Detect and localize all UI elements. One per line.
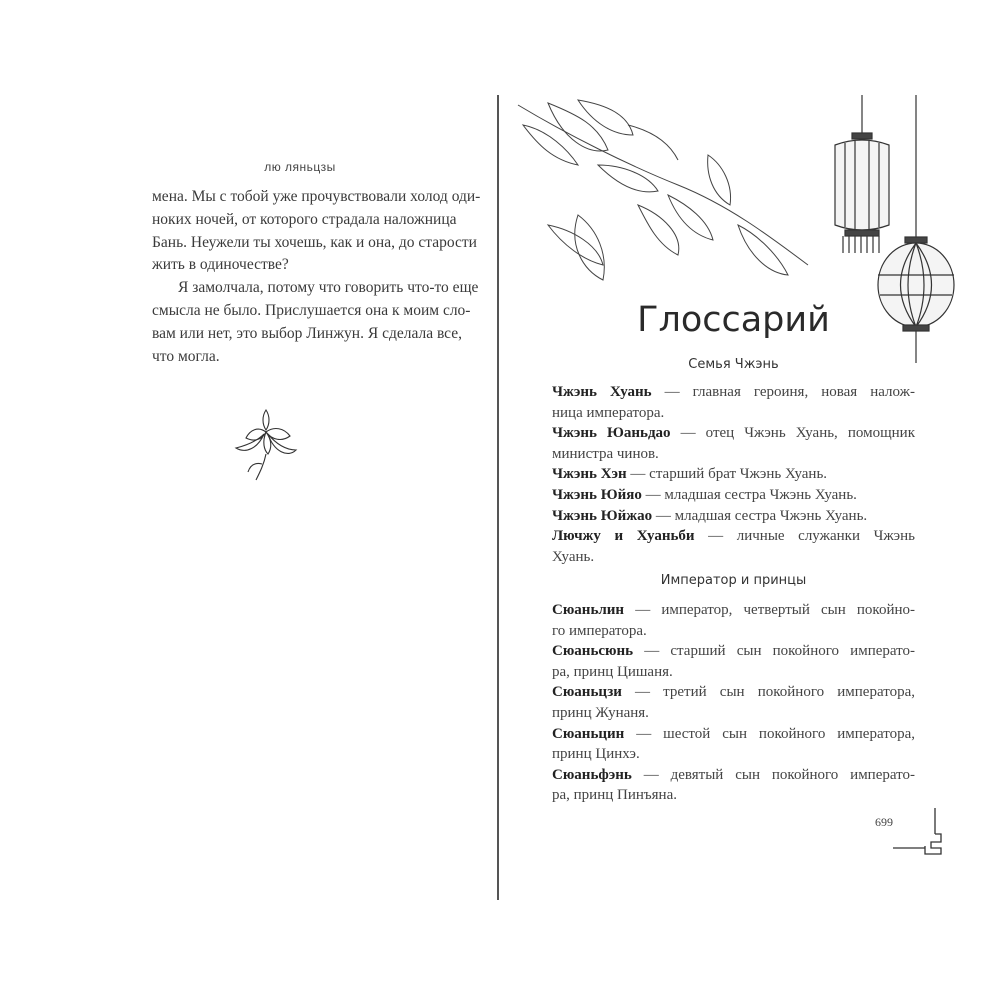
- entry-continuation: го императора.: [552, 622, 647, 639]
- entry-continuation: ница императора.: [552, 404, 665, 421]
- glossary-entry: [552, 485, 915, 506]
- entry-continuation: принц Жунаня.: [552, 704, 649, 721]
- entry-first-line: [552, 765, 915, 786]
- page-title: Глоссарий: [637, 300, 830, 340]
- text-line: ноких ночей, от которого страдала наложница: [152, 210, 457, 228]
- entry-first-line: [552, 464, 915, 485]
- glossary-term: Чжэнь Хуань: [552, 384, 652, 400]
- text-line: Бань. Неужели ты хочешь, как и она, до старости: [152, 233, 477, 251]
- entry-first-line: [552, 382, 915, 403]
- text-line: Я замолчала, потому что говорить что-то еще: [178, 279, 479, 297]
- glossary-entry: [552, 641, 915, 682]
- glossary-definition: — старший брат Чжэнь Хуань.: [626, 466, 828, 483]
- glossary-definition: — отец Чжэнь Хуань, помощник: [670, 425, 915, 442]
- glossary-definition: — личные служанки Чжэнь: [694, 528, 915, 545]
- glossary-definition: — девятый сын покойного императо-: [631, 766, 915, 783]
- entry-first-line: [552, 506, 915, 527]
- glossary-term: Сюаньлин: [552, 602, 625, 618]
- entry-first-line: [552, 600, 915, 621]
- entry-first-line: [552, 526, 915, 547]
- glossary-term: Сюаньцзи: [552, 684, 622, 701]
- glossary-entry: [552, 464, 915, 485]
- glossary-entry: [552, 423, 915, 464]
- glossary-list-emperor: [552, 600, 915, 806]
- text-line: вам или нет, это выбор Линжун. Я сделала все,: [152, 324, 463, 342]
- section-heading: Император и принцы: [660, 573, 807, 588]
- entry-first-line: [552, 682, 915, 703]
- glossary-entry: [552, 724, 915, 765]
- glossary-definition: — третий сын покойного императора,: [621, 684, 915, 701]
- glossary-term: Сюаньфэнь: [552, 766, 632, 783]
- entry-first-line: [552, 641, 915, 662]
- glossary-entry: [552, 382, 915, 423]
- text-line: что могла.: [152, 347, 220, 365]
- glossary-term: Чжэнь Хэн: [552, 466, 627, 483]
- entry-continuation: Хуань.: [552, 548, 595, 565]
- glossary-entry: [552, 765, 915, 806]
- glossary-term: Чжэнь Юаньдао: [552, 425, 671, 442]
- glossary-term: Чжэнь Юйжао: [552, 507, 653, 524]
- running-head: лю ляньцзы: [264, 160, 336, 174]
- section-heading: Семья Чжэнь: [688, 357, 779, 372]
- glossary-entry: [552, 682, 915, 723]
- left-page-text: [152, 186, 481, 368]
- magnolia-branch-icon: [508, 95, 828, 290]
- glossary-definition: — главная героиня, новая налож-: [651, 384, 915, 400]
- text-line: смысла не было. Прислушается она к моим сло-: [152, 301, 471, 319]
- entry-first-line: [552, 485, 915, 506]
- glossary-term: Сюаньцин: [552, 725, 625, 742]
- entry-continuation: принц Цинхэ.: [552, 746, 640, 763]
- glossary-entry: [552, 506, 915, 527]
- entry-continuation: ра, принц Цишаня.: [552, 663, 673, 680]
- page-number: 699: [875, 815, 893, 829]
- glossary-definition: — шестой сын покойного императора,: [624, 725, 915, 742]
- glossary-list-family: [552, 382, 915, 567]
- entry-continuation: министра чинов.: [552, 445, 659, 462]
- fret-corner-ornament-icon: [893, 808, 943, 858]
- glossary-term: Лючжу и Хуаньби: [552, 528, 695, 545]
- text-line: мена. Мы с тобой уже прочувствовали холод оди-: [152, 188, 481, 205]
- entry-first-line: [552, 423, 915, 444]
- magnolia-flower-icon: [228, 402, 300, 482]
- glossary-definition: — младшая сестра Чжэнь Хуань.: [641, 486, 857, 503]
- glossary-entry: [552, 600, 915, 641]
- book-spine-divider: [497, 95, 499, 900]
- glossary-entry: [552, 526, 915, 567]
- text-line: жить в одиночестве?: [152, 256, 289, 274]
- glossary-term: Сюаньсюнь: [552, 643, 634, 660]
- glossary-term: Чжэнь Юйяо: [552, 486, 642, 503]
- glossary-definition: — старший сын покойного императо-: [633, 643, 915, 660]
- glossary-definition: — император, четвертый сын покойно-: [624, 602, 915, 618]
- entry-first-line: [552, 724, 915, 745]
- glossary-definition: — младшая сестра Чжэнь Хуань.: [652, 507, 868, 524]
- entry-continuation: ра, принц Пинъяна.: [552, 787, 677, 804]
